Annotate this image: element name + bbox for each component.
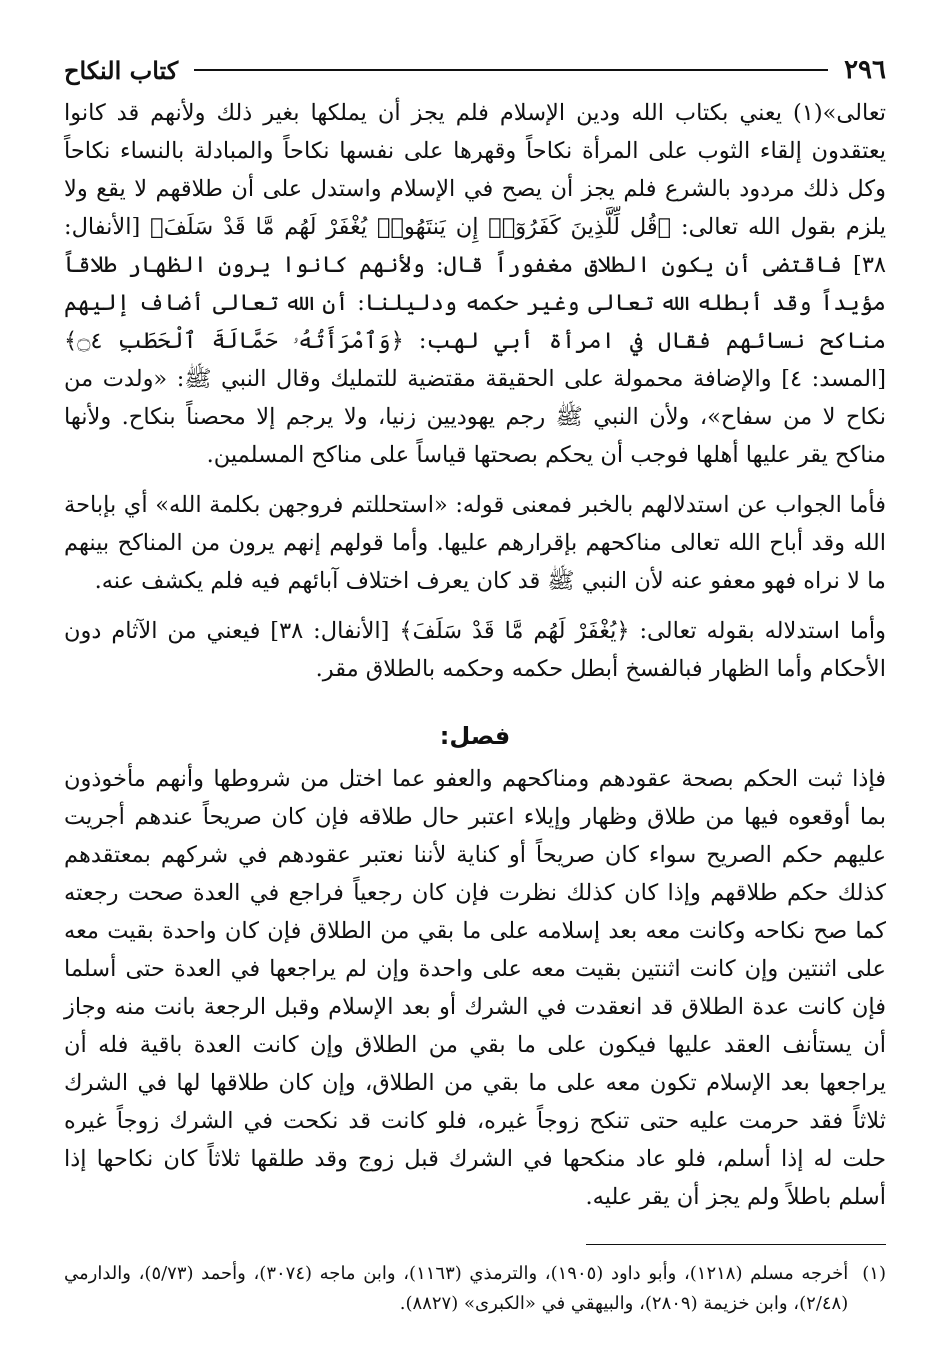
section-paragraph: فإذا ثبت الحكم بصحة عقودهم ومناكحهم والعفو عما اختل من شروطها وأنهم مأخوذون بما أوقعوه فيها من طلاق وظهار وإيلاء اعتبر حال طلاقه فإن كان صريحاً عندهم أجريت عليهم حكم الصريح سواء كان صريحاً أو كناية لأننا نعتبر عقودهم في شركهم بمعتقدهم كذلك حكم طلاقهم وإذا كان كذلك نظرت فإن كان رجعياً فراجع في العدة صحت رجعته كما صح نكاحه وكانت معه بعد إسلامه على ما بقي من الطلاق فإن كان واحدة بقيت معه على اثنتين وإن كانت اثنتين بقيت معه على واحدة وإن لم يراجعها في العدة حتى أسلما فإن كانت عدة الطلاق قد انعقدت في الشرك أو بعد الإسلام وقبل الرجعة بانت منه وجاز أن يستأنف العقد عليها فيكون على ما بقي من الطلاق وإن كانت العدة باقية فله أن يراجعها بعد الإسلام تكون معه على ما بقي من الطلاق، وإن كان طلاقها لها في الشرك ثلاثاً فقد حرمت عليه حتى تنكح زوجاً غيره، فلو كانت قد نكحت في الشرك زوجاً غيره حلت له إذا أسلم، فلو عاد منكحها في الشرك قبل زوج وقد طلقها ثلاثاً كان نكاحها إذا أسلم باطلاً ولم يجز أن يقر عليه. xyxy=(64,766,886,1210)
section-heading: فصل: xyxy=(439,722,511,750)
book-title: كتاب النكاح xyxy=(64,55,179,85)
footnote-rule xyxy=(586,1244,886,1245)
page-header xyxy=(64,52,886,88)
body-paragraph: وأما استدلاله بقوله تعالى: ﴿يُغْفَرْ لَهُم مَّا قَدْ سَلَفَ﴾ [الأنفال: ٣٨] فيعني من الآثام دون الأحكام وأما الظهار فبالفسخ أبطل حكمه وحكمه بالطلاق مقر. xyxy=(64,618,886,682)
page-number: ٢٩٦ xyxy=(844,55,886,85)
body-paragraph: تعالى»(١) يعني بكتاب الله ودين الإسلام فلم يجز أن يملكها بغير ذلك ولأنهم قد كانوا يعتقدون إلقاء الثوب على المرأة نكاحاً وقهرها على نفسها نكاحاً والمبادلة بالنساء نكاحاً وكل ذلك مردود بالشرع فلم يجز أن يصح في الإسلام واستدل على أن طلاقهم لا يقع ولا يلزم بقول الله تعالى: ﴿قُل لِّلَّذِينَ كَفَرُوٓا۟ إِن يَنتَهُوا۟ يُغْفَرْ لَهُم مَّا قَدْ سَلَفَ﴾ [الأنفال: ٣٨] فاقتضى أن يكون الطلاق مغفوراً قال: ولأنهم كانوا يرون الظهار طلاقاً مؤيداً وقد أبطله الله تعالى وغير حكمه ودليلنا: أن الله تعالى أضاف إليهم مناكح نسائهم فقال في امرأة أبي لهب: ﴿وَٱمْرَأَتُهُۥ حَمَّالَةَ ٱلْحَطَبِ ۝٤﴾ [المسد: ٤] والإضافة محمولة على الحقيقة مقتضية للتمليك وقال النبي ﷺ: «ولدت من نكاح لا من سفاح»، ولأن النبي ﷺ رجم يهوديين زنيا، ولا يرجم إلا محصناً بنكاح. ولأنها مناكح يقر عليها أهلها فوجب أن يحكم بصحتها قياساً على مناكح المسلمين. xyxy=(64,100,886,468)
body-paragraph: فأما الجواب عن استدلالهم بالخبر فمعنى قوله: «استحللتم فروجهن بكلمة الله» أي بإباحة الله وقد أباح الله تعالى مناكحهم بإقرارهم عليها. وأما قولهم إنهم يرون من المناكح بينهم ما لا نراه فهو معفو عنه لأن النبي ﷺ قد كان يعرف اختلاف آبائهم فيه فلم يكشف عنه. xyxy=(64,492,886,594)
footnote xyxy=(64,1259,886,1319)
footnote-number: (١) xyxy=(862,1263,886,1284)
footnote-text: أخرجه مسلم (١٢١٨)، وأبو داود (١٩٠٥)، والترمذي (١١٦٣)، وابن ماجه (٣٠٧٤)، وأحمد (٥/٧٣)، والدارمي (٢/٤٨)، وابن خزيمة (٢٨٠٩)، والبيهقي في «الكبرى» (٨٨٢٧). xyxy=(64,1263,849,1314)
header-rule xyxy=(194,69,828,71)
